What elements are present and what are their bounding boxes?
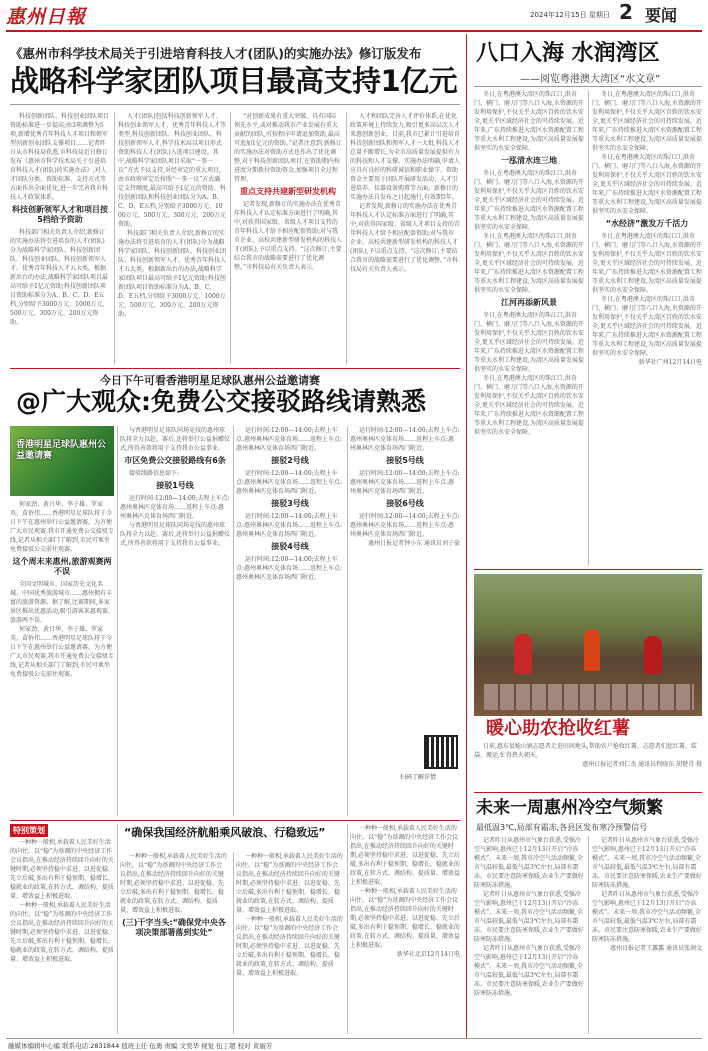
newspaper-logo: 惠州日報 [6,6,87,28]
story2-column-1: 何家劲、黄日华、李子雄、罗家英、苗侨伟……香港明星足球队将于今日下午在惠州举行公益邀请赛。为方便广大市民观赛,我市开通免费公交接驳专线,记者从相关部门了解到,市民可乘坐免费接驳公交前往观赛。 这个周末来惠州,旅游观赛两不误 全国文明城市、国家历史文化名城、中国优秀旅游城市……惠州拥有丰富的旅游资源。据了解,比赛期间,多家景区推出优惠活动,吸引游客来惠观赛、旅游两不误。 何家劲、黄日华、李子雄、罗家英、苗侨伟……香港明星足球队将于今日下午在惠州举行公益邀请赛。为方便广大市民观赛,我市开通免费公交接驳专线,记者从相关部门了解到,市民可乘坐免费接驳公交前往观赛。 [10,501,114,678]
story2-column-4: 运行时间:12:00—14:00;去程上车点:惠州奥林匹克体育场……返程上车点:惠州奥林匹克体育场西门附近。 接驳5号线 运行时间:12:00—14:00;去程上车点:惠州奥林匹克体育场……返程上车点:惠州奥林匹克体育场西门附近。 接驳6号线 运行时间:12:00—14:00;去程上车点:惠州奥林匹克体育场……返程上车点:惠州奥林匹克体育场西门附近。 惠州日报记者钟小东 通讯员刘子豪 [350,427,460,547]
story3-section-label: 特别策划 [10,824,48,837]
story2-column-3: 运行时间:12:00—14:00;去程上车点:惠州奥林匹克体育场……返程上车点:惠州奥林匹克体育场西门附近。 接驳2号线 运行时间:12:00—14:00;去程上车点:惠州奥林匹克体育场……返程上车点:惠州奥林匹克体育场西门附近。 接驳3号线 运行时间:12:00—14:00;去程上车点:惠州奥林匹克体育场……返程上车点:惠州奥林匹克体育场西门附近。 接驳4号线 运行时间:12:00—14:00;去程上车点:惠州奥林匹克体育场……返程上车点:惠州奥林匹克体育场西门附近。 [236,427,343,581]
story3-column-2: 一种种一般相,承载着人民美好生活的向往。以“稳”为基调的中央经济工作会议指出,在推动经济持续回升向好的关键时期,必须坚持稳中求进、以进促稳、先立后破,多出有利于稳预期、稳增长、稳就业的政策,在转方式、调结构、提质量、增效益上积极进取。 (三)干字当头:“确保党中央各项决策部署落到实处” [120,853,227,937]
page-number: 2 [619,0,633,24]
photo-figure [514,634,532,674]
column-divider [233,852,234,1034]
story1-column-2: 人才(团队)包括科技创新领军人才、科技创业领军人才、优秀青年科技人才等类型,科技创新团队、科技创业团队、科技创新领军人才,科学技术局以项目形式资助科技人才(团队)入选项目建设。其中,战略科学家团队项目采取“一事一议”方式予以支持,对经审定的重大项目,由市政府审定后按照“一事一议”方式确定支持额度,最高可给予1亿元的资助。科技创新团队和科技创业团队分为A、B、C、D、E五档,分别给予3000万元、1000万元、500万元、300万元、200万元资助。 科技部门相关负责人介绍,新修订的实施办法将引进培育的人才(团队)分为战略科学家团队、科技创新团队、科技创业团队、科技创新领军人才、优秀青年科技人才五大类。根据新出台的办法,战略科学家团队项目最高可给予1亿元资助;科技创新团队项目资助标准分为A、B、C、D、E五档,分别给予3000万元、1000万元、500万元、300万元、200万元资助。 [118,113,226,318]
story3-column-4: 一种种一般相,承载着人民美好生活的向往。以“稳”为基调的中央经济工作会议指出,在推动经济持续回升向好的关键时期,必须坚持稳中求进、以进促稳、先立后破,多出有利于稳预期、稳增长、稳就业的政策,在转方式、调结构、提质量、增效益上积极进取。 一种种一般相,承载着人民美好生活的向往。以“稳”为基调的中央经济工作会议指出,在推动经济持续回升向好的关键时期,必须坚持稳中求进、以进促稳、先立后破,多出有利于稳预期、稳增长、稳就业的政策,在转方式、调结构、提质量、增效益上积极进取。 新华社北京12月14日电 [350,825,460,958]
section-name: 要闻 [645,6,678,25]
column-divider [114,112,115,364]
story4-subhead-2: 江河再添新风景 [501,298,557,307]
story1-column-1: 科技创新团队、科技创业团队项目资助标准进一步提高;由3项调整为5项,新增优秀青年科技人才项目和领军型创新创业团队支撑项目……记者昨日从市科技局获悉,市科技局近日修订发布《惠州市科学技术局关于引进培育科技人才(团队)的实施办法》,对人才团队分类、资助标准、支持方式等方面作出全面优化,进一步完善我市科技人才政策体系。 科技创新领军人才和项目按5档给予资助 科技部门相关负责人介绍,新修订的实施办法将引进培育的人才(团队)分为战略科学家团队、科技创新团队、科技创业团队、科技创新领军人才、优秀青年科技人才五大类。根据新出台的办法,战略科学家团队项目最高可给予1亿元资助;科技创新团队项目资助标准分为A、B、C、D、E五档,分别给予3000万元、1000万元、500万元、300万元、200万元资助。 [10,113,110,326]
story1-headline: 战略科学家团队项目最高支持1亿元 [10,64,458,98]
photo-crates [484,684,694,710]
story4-subhead: ——阅览粤港澳大湾区“水文章” [520,74,661,85]
story4-column-1: 冬日,在粤港澳大湾区的珠江口,洪奇门、横门、磨刀门等八口入海,水资源的开发利用保护,不仅关乎大湾区百姓的饮水安全,更关乎区域经济社会的可持续发展。近年来,广东持续推进大湾区水资源配置工程等重大水利工程建设,为湾区高质量发展提供坚实的水安全保障。 一泓清水连三地 冬日,在粤港澳大湾区的珠江口,洪奇门、横门、磨刀门等八口入海,水资源的开发利用保护,不仅关乎大湾区百姓的饮水安全,更关乎区域经济社会的可持续发展。近年来,广东持续推进大湾区水资源配置工程等重大水利工程建设,为湾区高质量发展提供坚实的水安全保障。 冬日,在粤港澳大湾区的珠江口,洪奇门、横门、磨刀门等八口入海,水资源的开发利用保护,不仅关乎大湾区百姓的饮水安全,更关乎区域经济社会的可持续发展。近年来,广东持续推进大湾区水资源配置工程等重大水利工程建设,为湾区高质量发展提供坚实的水安全保障。 江河再添新风景 冬日,在粤港澳大湾区的珠江口,洪奇门、横门、磨刀门等八口入海,水资源的开发利用保护,不仅关乎大湾区百姓的饮水安全,更关乎区域经济社会的可持续发展。近年来,广东持续推进大湾区水资源配置工程等重大水利工程建设,为湾区高质量发展提供坚实的水安全保障。 冬日,在粤港澳大湾区的珠江口,洪奇门、横门、磨刀门等八口入海,水资源的开发利用保护,不仅关乎大湾区百姓的饮水安全,更关乎区域经济社会的可持续发展。近年来,广东持续推进大湾区水资源配置工程等重大水利工程建设,为湾区高质量发展提供坚实的水安全保障。 [474,91,584,436]
story4-subhead-3: “水经济”激发万千活力 [605,219,689,228]
column-divider [233,426,234,816]
story1-kicker: 《惠州市科学技术局关于引进培育科技人才(团队)的实施办法》修订版发布 [10,46,422,61]
story6-subhead: 最低温3℃,局部有霜冻,各县区发布寒冷预警信号 [476,823,648,832]
story3-pull-quote: “确保我国经济航船乘风破浪、行稳致远” [124,826,326,839]
story3-column-3: 一种种一般相,承载着人民美好生活的向往。以“稳”为基调的中央经济工作会议指出,在推动经济持续回升向好的关键时期,必须坚持稳中求进、以进促稳、先立后破,多出有利于稳预期、稳增长、稳就业的政策,在转方式、调结构、提质量、增效益上积极进取。 一种种一般相,承载着人民美好生活的向往。以“稳”为基调的中央经济工作会议指出,在推动经济持续回升向好的关键时期,必须坚持稳中求进、以进促稳、先立后破,多出有利于稳预期、稳增长、稳就业的政策,在转方式、调结构、提质量、增效益上积极进取。 [236,853,343,977]
masthead [0,0,708,28]
route-2-title: 接驳2号线 [271,456,309,465]
photo-banner-text: 香港明星足球队惠州公益邀请赛 [16,440,107,461]
story2-photo [10,426,114,496]
column-divider [346,112,347,364]
story3-column-1: 一种种一般相,承载着人民美好生活的向往。以“稳”为基调的中央经济工作会议指出,在推动经济持续回升向好的关键时期,必须坚持稳中求进、以进促稳、先立后破,多出有利于稳预期、稳增长、稳就业的政策,在转方式、调结构、提质量、增效益上积极进取。 一种种一般相,承载着人民美好生活的向往。以“稳”为基调的中央经济工作会议指出,在推动经济持续回升向好的关键时期,必须坚持稳中求进、以进促稳、先立后破,多出有利于稳预期、稳增长、稳就业的政策,在转方式、调结构、提质量、增效益上积极进取。 [10,839,114,963]
story2-headline: @广大观众:免费公交接驳路线请熟悉 [16,387,426,416]
story1-rule [10,104,460,105]
column-divider [347,824,348,1034]
story1-column-4: 人才和团队完善人才评价体系,在优化政策环境上持续发力,吸引更多高层次人才来惠创新创业。目前,我市已累计引进培育科技创新团队和领军人才一大批,科技人才总量不断增长,为全市高质量发展提供有力的科技和人才支撑。实施办法明确,申请人应具有良好的科研诚信和职业操守。资助资金主要用于团队开展研发活动、人才引进培养、仪器设备购置等方面。新修订的实施办法自发布之日起施行,有效期5年。 记者发现,新修订的实施办法在优秀青年科技人才认定标准方面进行了明确,其中,对获得国家级、省级人才项目支持的青年科技人才给予相应配套资助;对与我市企业、高校共建新型研发机构的科技人才(团队),予以重点支持。“这次修订,主要结合我市的战略需要进行了优化调整。”市科技局有关负责人表示。 [350,113,460,273]
footer-rule [6,1038,702,1039]
photo-figure [644,636,662,674]
masthead-rule [6,30,702,32]
column-divider [588,90,589,566]
story4-subhead-1: 一泓清水连三地 [501,156,557,165]
route-5-title: 接驳5号线 [386,456,424,465]
column-divider [117,824,118,1034]
route-4-title: 接驳4号线 [271,542,309,551]
qr-code[interactable] [424,735,458,769]
page-divider [466,34,467,1038]
story2-kicker: 今日下午可看香港明星足球队惠州公益邀请赛 [100,374,320,387]
story4-rule [474,86,702,87]
story1-subhead-3: 重点支持共建新型研发机构 [240,187,336,196]
story4-headline: 八口入海 水润湾区 [476,41,660,66]
story2-top-rule [10,368,460,369]
column-divider [347,426,348,816]
footer-text: 融媒体编辑中心编 联系电话:2831844 值班主任 伍勇 责编 文奕华 视觉 伍丁超 校对 黄丽芳 [8,1042,273,1050]
story2-subhead-1: 这个周末来惠州,旅游观赛两不误 [12,557,112,576]
issue-date: 2024年12月15日 星期日 [530,11,610,19]
story5-photo [474,574,702,716]
story5-top-rule [474,569,702,570]
story6-headline: 未来一周惠州冷空气频繁 [476,798,663,818]
story3-top-rule [10,820,460,821]
story6-column-1: 记者昨日从惠州市气象台获悉,受强冷空气影响,惠州已于12月13日开启“冷冻模式”。未来一周,我市冷空气活动频繁,全市气温较低,最低气温3℃左右,局部有霜冻。市民要注意防寒保暖,农业生产要做好防寒防冻措施。 记者昨日从惠州市气象台获悉,受强冷空气影响,惠州已于12月13日开启“冷冻模式”。未来一周,我市冷空气活动频繁,全市气温较低,最低气温3℃左右,局部有霜冻。市民要注意防寒保暖,农业生产要做好防寒防冻措施。 记者昨日从惠州市气象台获悉,受强冷空气影响,惠州已于12月13日开启“冷冻模式”。未来一周,我市冷空气活动频繁,全市气温较低,最低气温3℃左右,局部有霜冻。市民要注意防寒保暖,农业生产要做好防寒防冻措施。 [474,837,584,997]
story3-subhead: (三)干字当头:“确保党中央各项决策部署落到实处” [122,918,226,937]
story6-column-2: 记者昨日从惠州市气象台获悉,受强冷空气影响,惠州已于12月13日开启“冷冻模式”。未来一周,我市冷空气活动频繁,全市气温较低,最低气温3℃左右,局部有霜冻。市民要注意防寒保暖,农业生产要做好防寒防冻措施。 记者昨日从惠州市气象台获悉,受强冷空气影响,惠州已于12月13日开启“冷冻模式”。未来一周,我市冷空气活动频繁,全市气温较低,最低气温3℃左右,局部有霜冻。市民要注意防寒保暖,农业生产要做好防寒防冻措施。 惠州日报记者王露露 通讯员张润文 [592,837,702,952]
story5-caption: 日前,惠东县稔山镇志愿者走进田间地头,帮助农户抢收红薯。志愿者们挖红薯、装袋、搬运,忙得热火朝天。 惠州日报记者刘仁杰 通讯员程晓东 胡楚青 摄 [474,743,702,768]
qr-code-label: 扫码了解详情 [400,774,437,781]
column-divider [230,112,231,364]
route-6-title: 接驳6号线 [386,499,424,508]
route-3-title: 接驳3号线 [271,499,309,508]
column-divider [588,836,589,1034]
story5-headline: 暖心助农抢收红薯 [486,718,630,739]
story4-column-2: 冬日,在粤港澳大湾区的珠江口,洪奇门、横门、磨刀门等八口入海,水资源的开发利用保护,不仅关乎大湾区百姓的饮水安全,更关乎区域经济社会的可持续发展。近年来,广东持续推进大湾区水资源配置工程等重大水利工程建设,为湾区高质量发展提供坚实的水安全保障。 冬日,在粤港澳大湾区的珠江口,洪奇门、横门、磨刀门等八口入海,水资源的开发利用保护,不仅关乎大湾区百姓的饮水安全,更关乎区域经济社会的可持续发展。近年来,广东持续推进大湾区水资源配置工程等重大水利工程建设,为湾区高质量发展提供坚实的水安全保障。 “水经济”激发万千活力 冬日,在粤港澳大湾区的珠江口,洪奇门、横门、磨刀门等八口入海,水资源的开发利用保护,不仅关乎大湾区百姓的饮水安全,更关乎区域经济社会的可持续发展。近年来,广东持续推进大湾区水资源配置工程等重大水利工程建设,为湾区高质量发展提供坚实的水安全保障。 冬日,在粤港澳大湾区的珠江口,洪奇门、横门、磨刀门等八口入海,水资源的开发利用保护,不仅关乎大湾区百姓的饮水安全,更关乎区域经济社会的可持续发展。近年来,广东持续推进大湾区水资源配置工程等重大水利工程建设,为湾区高质量发展提供坚实的水安全保障。 新华社广州12月14日电 [592,91,702,366]
story1-column-3: “对创新成果有重大突破、具有国际领先水平,或对推动我市产业发展有重大贡献的团队,可按程序申请追加资助,最高可追加1亿元的资助。”记者注意到,新修订的实施办法对资助方式也作出了优化调整,对于科技创新团队项目,在资助期内按进度分期拨付资助资金,加强项目全过程管理。 重点支持共建新型研发机构 记者发现,新修订的实施办法在优秀青年科技人才认定标准方面进行了明确,其中,对获得国家级、省级人才项目支持的青年科技人才给予相应配套资助;对与我市企业、高校共建新型研发机构的科技人才(团队),予以重点支持。“这次修订,主要结合我市的战略需要进行了优化调整。”市科技局有关负责人表示。 [234,113,342,271]
story6-top-rule [474,792,702,793]
photo-figure [584,629,600,671]
story2-column-2: 与香港明星足球队同场竞技的惠州球队将全力以赴。赛后,还将举行公益捐赠仪式,所得善款将用于支持我市公益事业。 市区免费公交接驳路线有6条 接驳线路信息如下: 接驳1号线 运行时间:12:00—14:00;去程上车点:惠州奥林匹克体育场……返程上车点:惠州奥林匹克体育场西门附近。 与香港明星足球队同场竞技的惠州球队将全力以赴。赛后,还将举行公益捐赠仪式,所得善款将用于支持我市公益事业。 [120,427,230,547]
story1-subhead-1: 科技创新领军人才和项目按5档给予资助 [12,205,108,224]
column-divider [117,426,118,816]
story2-subhead-2: 市区免费公交接驳路线有6条 [124,456,226,465]
route-1-title: 接驳1号线 [156,481,194,490]
